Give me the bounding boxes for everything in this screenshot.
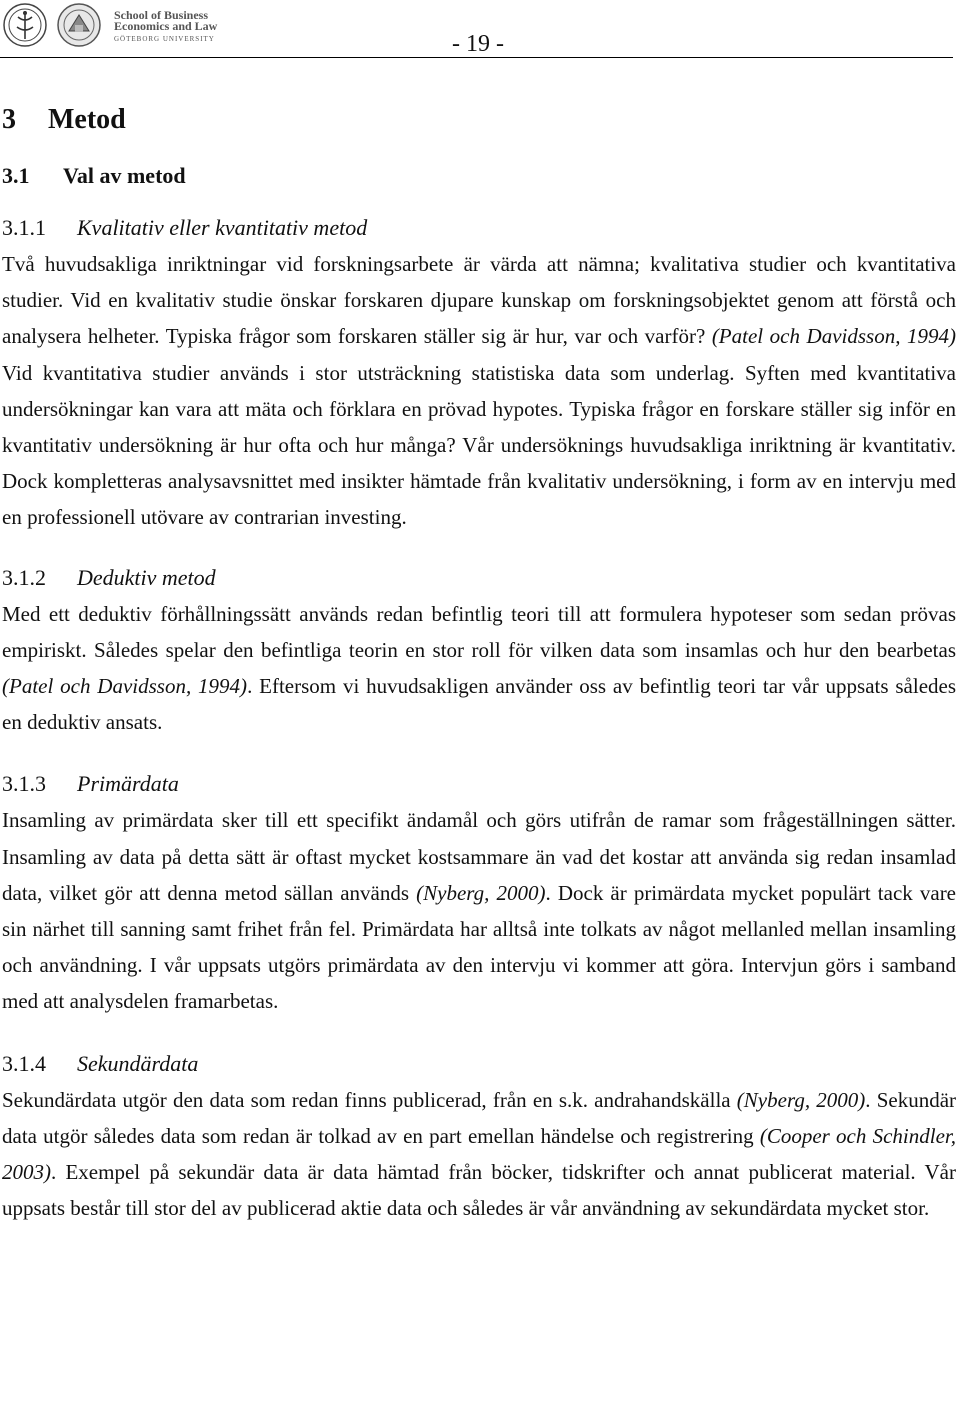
subsection-title: Kvalitativ eller kvantitativ metod xyxy=(77,215,368,240)
subsection-heading-4 xyxy=(2,1046,956,1082)
subsection-number: 3.1.3 xyxy=(2,771,46,797)
section-heading xyxy=(2,158,956,194)
chapter-heading xyxy=(2,96,956,144)
paragraph-text: . Eftersom vi huvudsakligen använder oss av befintlig teori tar vår uppsats således en deduktiv ansats. xyxy=(2,674,957,735)
section-number: 3.1 xyxy=(2,163,30,188)
university-seal-icon xyxy=(3,3,47,47)
citation: (Cooper och Schindler, 2003) xyxy=(2,1123,956,1185)
subsection-title: Sekundärdata xyxy=(77,1050,199,1076)
citation: (Patel och Davidsson, 1994) xyxy=(2,674,248,699)
paragraph-text: Vid kvantitativa studier används i stor utsträckning statistiska data som underlag. Syften med kvantitativa undersökningar kan vara att mäta och förklara en prövad hypotes. Typiska frågor en forskare ställer sig inför en kvantitativ undersökning är hur ofta och hur många? Vår undersöknings huvudsakliga inriktning är kvantitativ. Dock kompletteras analysavsnittet med insikter hämtade från kvalitativ undersökning, i form av en intervju med en professionell utövare av contrarian investing. xyxy=(2,360,956,530)
paragraph-3 xyxy=(2,802,956,1019)
paragraph-text: . Sekundär data utgör således data som redan är tolkad av en part emellan händelse och registrering xyxy=(2,1087,957,1148)
subsection-heading-3 xyxy=(2,766,956,802)
paragraph-text: . Exempel på sekundär data är data hämtad från böcker, tidskrifter och annat publicerat material. Vår uppsats består till stor del av publicerad aktie data och således är vår användning av sekundärdata mycket stor. xyxy=(2,1160,956,1221)
logo-line-2: Economics and Law xyxy=(114,19,218,33)
logo-line-1: School of Business xyxy=(114,8,209,22)
paragraph-4 xyxy=(2,1082,956,1227)
paragraph-2 xyxy=(2,596,956,741)
subsection-heading-1 xyxy=(2,210,956,246)
paragraph-text: Två huvudsakliga inriktningar vid forskningsarbete är värda att nämna; kvalitativa studier och kvantitativa studier. Vid en kvalitativ studie önskar forskaren djupare kunskap om forskningsobjektet genom att förstå och analysera helheter. Typiska frågor som forskaren ställer sig är hur, var och varför? xyxy=(2,252,956,349)
logo-line-3: GÖTEBORG UNIVERSITY xyxy=(114,35,215,43)
paragraph-1 xyxy=(2,246,956,536)
citation: (Nyberg, 2000) xyxy=(416,880,546,905)
subsection-number: 3.1.4 xyxy=(2,1050,46,1076)
citation: (Nyberg, 2000) xyxy=(736,1087,866,1112)
school-logo-text xyxy=(114,10,217,45)
paragraph-text: Med ett deduktiv förhållningssätt används redan befintlig teori till att formulera hypoteser som sedan prövas empiriskt. Således spelar den befintliga teorin en stor roll för vilken data som insamlas och hur den bearbetas xyxy=(2,601,956,662)
page-header xyxy=(0,0,960,60)
page-content xyxy=(2,96,956,1226)
subsection-title: Primärdata xyxy=(77,771,179,797)
subsection-heading-2 xyxy=(2,560,956,596)
paragraph-text: Sekundärdata utgör den data som redan finns publicerad, från en s.k. andrahandskälla xyxy=(2,1087,737,1112)
chapter-title: Metod xyxy=(48,104,126,135)
citation: (Patel och Davidsson, 1994) xyxy=(711,324,956,349)
school-seal-icon xyxy=(57,3,101,47)
section-title: Val av metod xyxy=(63,163,186,188)
subsection-title: Deduktiv metod xyxy=(77,564,216,590)
subsection-number: 3.1.2 xyxy=(2,564,46,590)
chapter-number: 3 xyxy=(2,104,16,135)
paragraph-text: . Dock är primärdata mycket populärt tack vare sin närhet till sanning samt frihet från fel. Primärdata har alltså inte tolkats av något mellanled mellan insamling och användning. I vår uppsats utgörs primärdata av den intervju vi kommer att göra. Intervjun görs i samband med att analysdelen framarbetas. xyxy=(2,880,957,1014)
paragraph-text: Insamling av primärdata sker till ett specifikt ändamål och görs utifrån de ramar som frågeställningen sätter. Insamling av data på detta sätt är oftast mycket kostsammare än vad det kostar att använda sig redan insamlad data, vilket gör att denna metod sällan används xyxy=(2,808,956,905)
subsection-number: 3.1.1 xyxy=(2,215,46,240)
page-number: - 19 - xyxy=(452,31,504,57)
header-rule xyxy=(0,57,953,58)
